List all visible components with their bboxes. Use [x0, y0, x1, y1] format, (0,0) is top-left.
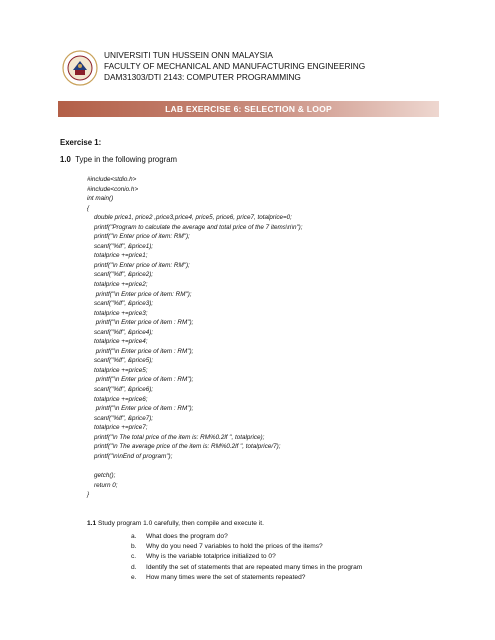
code-line: scanf("%lf", &price1); — [87, 242, 154, 250]
sub-question-letter: c. — [131, 553, 137, 561]
code-line: } — [87, 491, 90, 499]
code-line: printf("\n Enter price of item: RM"); — [87, 290, 192, 298]
code-line: printf("\n The average price of the item is: RM%0.2lf ", totalprice/7); — [87, 443, 281, 451]
university-seal-icon — [60, 46, 100, 90]
sub-question-text: Why do you need 7 variables to hold the prices of the items? — [146, 543, 323, 551]
code-line: getch(); — [87, 471, 116, 479]
code-line — [87, 461, 303, 471]
sub-question-letter: e. — [131, 573, 137, 581]
sub-question — [131, 563, 362, 573]
sub-question-letter: a. — [131, 533, 137, 540]
code-line: #include<stdio.h> — [87, 176, 137, 183]
sub-question-letter: d. — [131, 563, 137, 571]
code-line: printf("\n Enter price of item : RM"); — [87, 405, 194, 413]
code-line: scanf("%lf", &price3); — [87, 300, 154, 308]
exercise-title: Exercise 1: — [60, 138, 102, 147]
code-line: printf("\n Enter price of item : RM"); — [87, 347, 194, 355]
code-line: totalprice +=price3; — [87, 309, 148, 317]
question-number: 1.0 — [60, 155, 71, 164]
sub-question-text: How many times were the set of statements repeated? — [146, 573, 306, 581]
code-line: totalprice +=price5; — [87, 366, 148, 374]
code-line: { — [87, 204, 90, 212]
code-line: totalprice +=price2; — [87, 281, 148, 289]
code-line: scanf("%lf", &price6); — [87, 386, 154, 394]
sub-question-text: Identify the set of statements that are repeated many times in the program — [146, 563, 363, 571]
question-text: Study program 1.0 carefully, then compile and execute it. — [98, 520, 264, 527]
code-line: totalprice +=price7; — [87, 424, 148, 432]
sub-question — [131, 532, 362, 542]
code-line: printf("\n\nEnd of program"); — [87, 452, 173, 460]
university-name: UNIVERSITI TUN HUSSEIN ONN MALAYSIA — [104, 50, 273, 60]
code-line: totalprice +=price1; — [87, 252, 148, 260]
code-line: int main() — [87, 195, 114, 203]
question-1-0 — [60, 155, 177, 164]
question-text: Type in the following program — [75, 155, 178, 164]
code-line: printf("\n The total price of the item is: RM%0.2lf ", totalprice); — [87, 433, 265, 441]
code-line: printf("\n Enter price of item : RM"); — [87, 376, 194, 384]
code-line: printf("\n Enter price of item: RM"); — [87, 233, 190, 241]
code-line: double price1, price2 ,price3,price4, price5, price6, price7, totalprice=0; — [87, 214, 292, 222]
course-code: DAM31303/DTI 2143: COMPUTER PROGRAMMING — [104, 72, 301, 82]
code-line: printf("Program to calculate the average and total price of the 7 items\n\n"); — [87, 223, 303, 231]
question-number: 1.1 — [87, 520, 97, 527]
code-line: return 0; — [87, 481, 118, 489]
sub-question-letter: b. — [131, 543, 137, 551]
sub-question-text: What does the program do? — [146, 533, 228, 540]
lab-title-banner: LAB EXERCISE 6: SELECTION & LOOP — [58, 101, 439, 117]
code-line: scanf("%lf", &price2); — [87, 271, 154, 279]
code-line: scanf("%lf", &price4); — [87, 328, 154, 336]
code-line: scanf("%lf", &price7); — [87, 414, 154, 422]
question-1-1 — [87, 520, 264, 527]
document-header — [104, 50, 365, 83]
faculty-name: FACULTY OF MECHANICAL AND MANUFACTURING ENGINEERING — [104, 61, 366, 71]
code-line: printf("\n Enter price of item: RM"); — [87, 261, 190, 269]
code-listing — [87, 175, 303, 500]
sub-question — [131, 552, 362, 562]
sub-question — [131, 542, 362, 552]
code-line: printf("\n Enter price of item : RM"); — [87, 319, 194, 327]
sub-question-text: Why is the variable totalprice initialized to 0? — [146, 553, 276, 561]
code-line: totalprice +=price6; — [87, 395, 148, 403]
code-line: #include<conio.h> — [87, 185, 139, 193]
sub-question-list — [131, 532, 362, 583]
code-line: totalprice +=price4; — [87, 338, 148, 346]
code-line: scanf("%lf", &price5); — [87, 357, 154, 365]
sub-question — [131, 573, 362, 583]
